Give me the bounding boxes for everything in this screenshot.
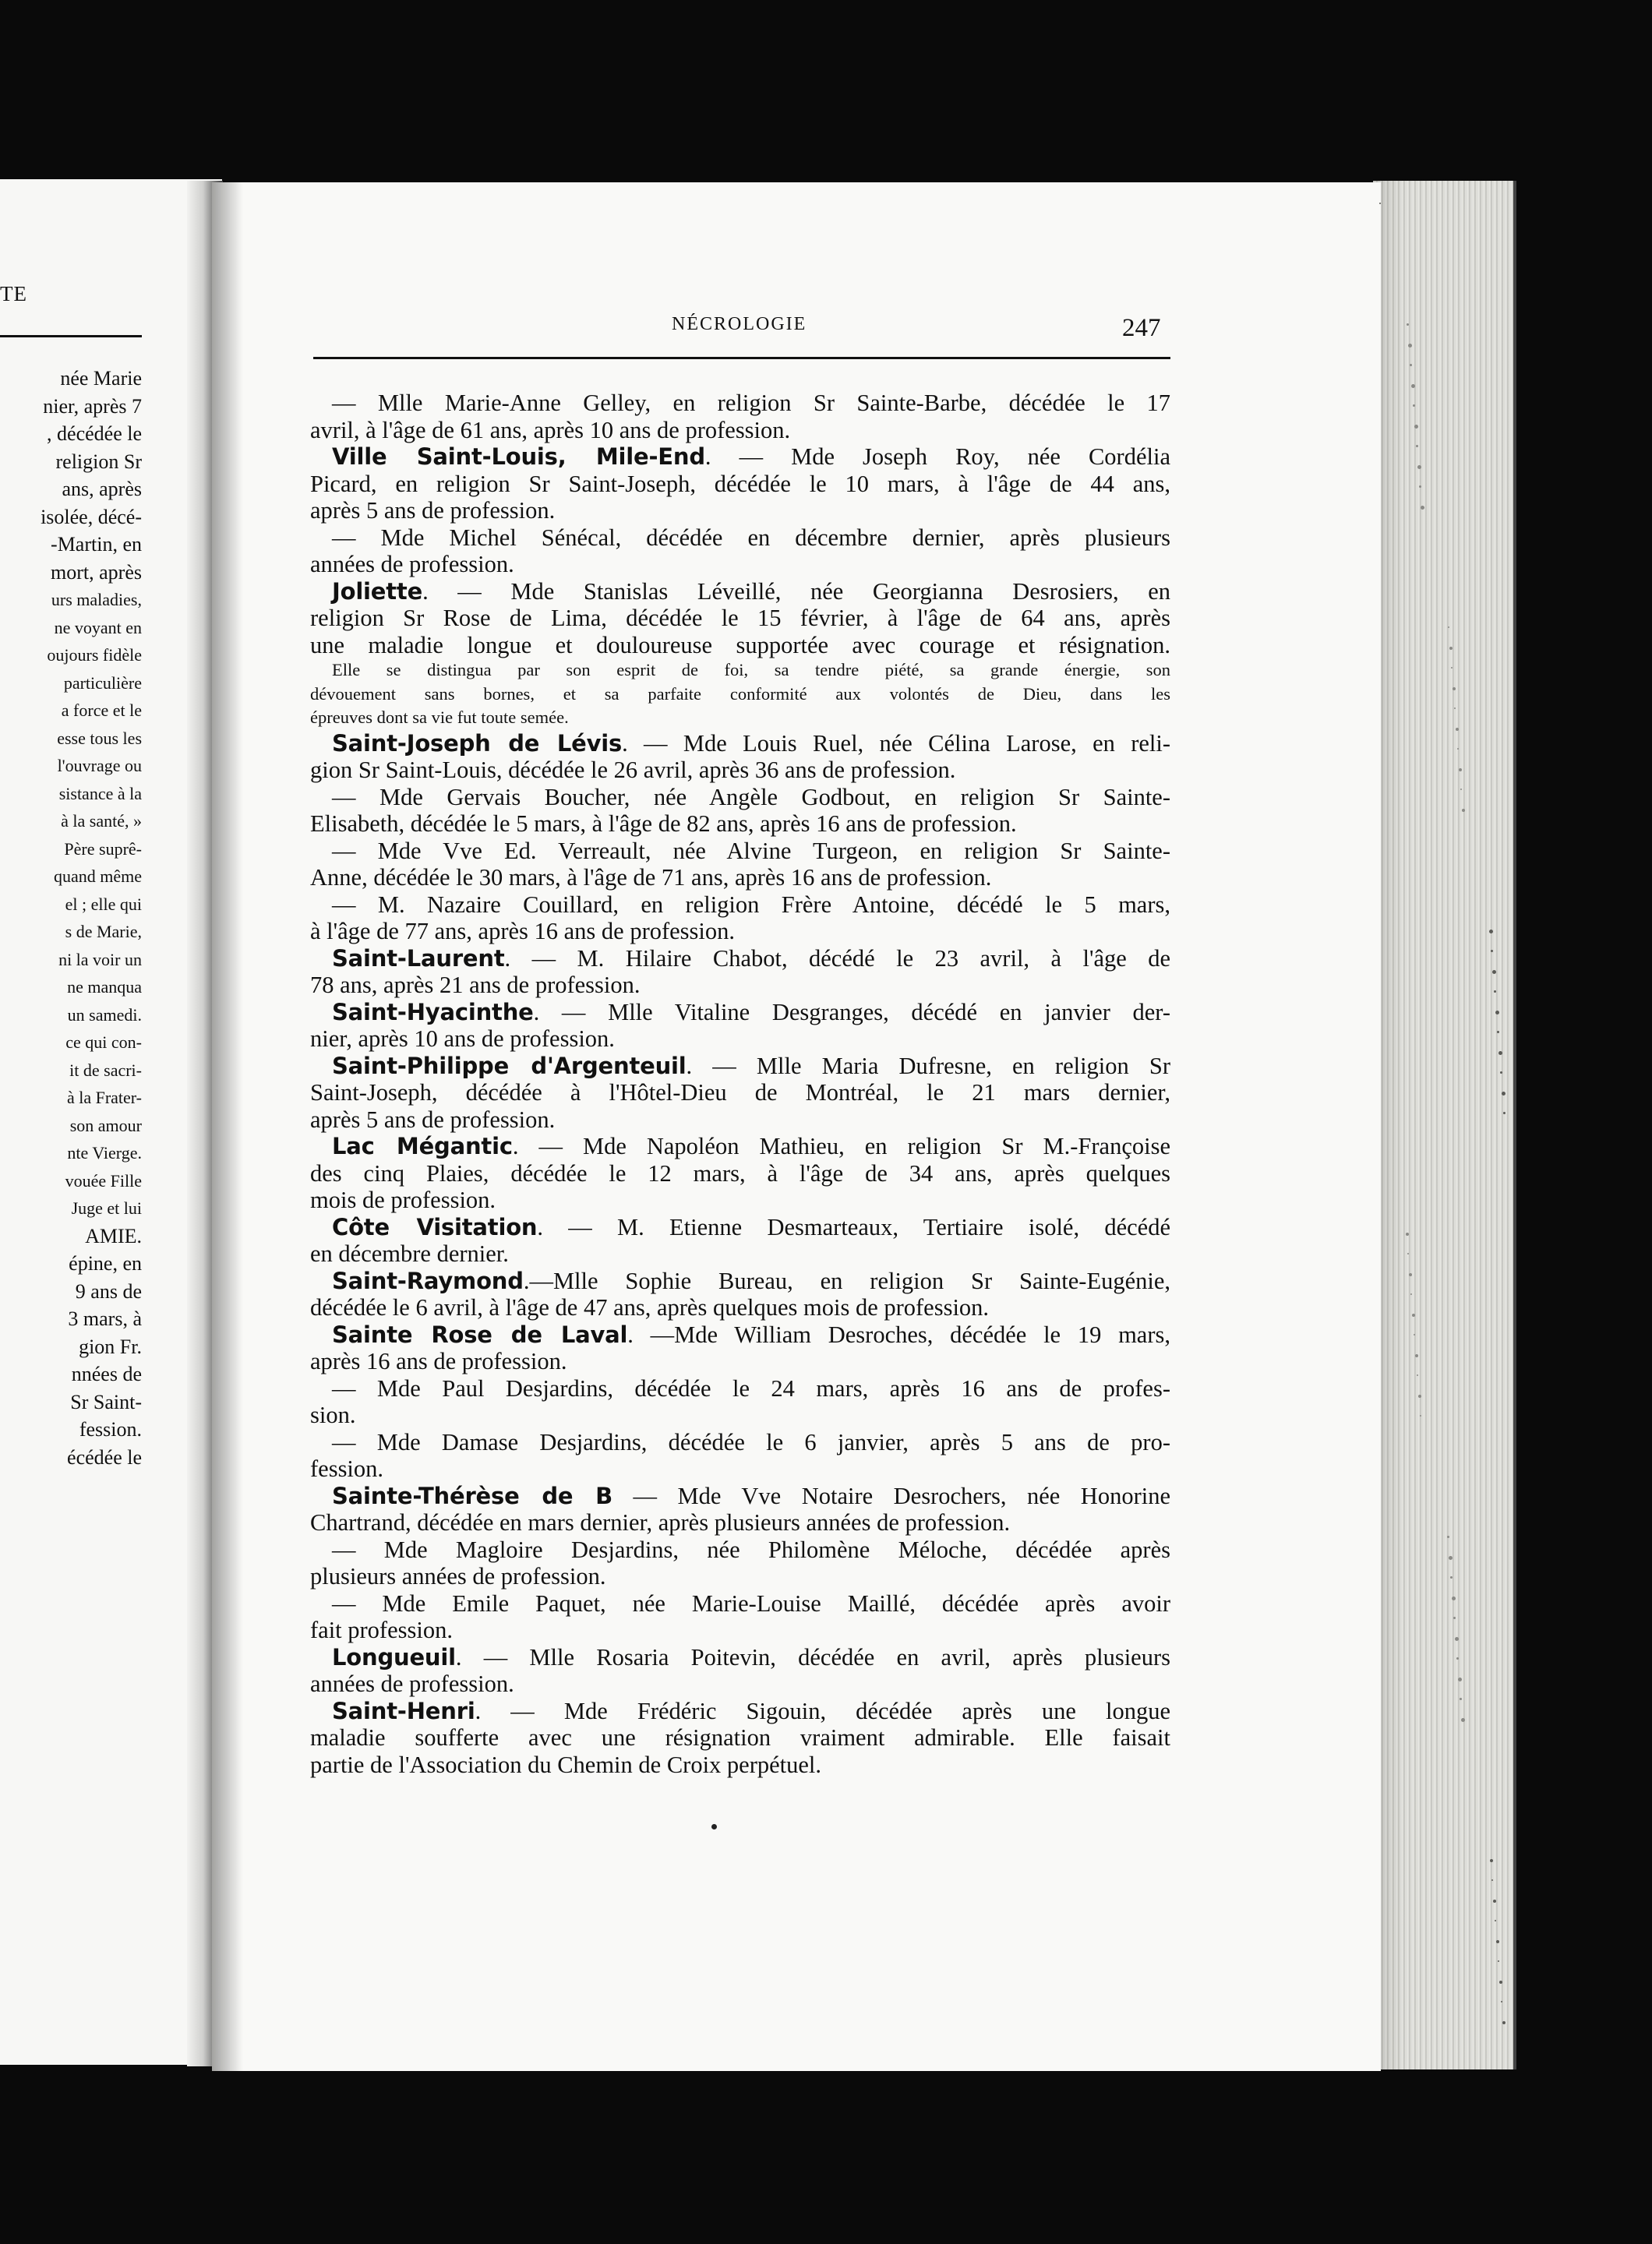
entry-text: — Mde Magloire Desjardins, née Philomène Méloche, décédée après [332, 1536, 1170, 1563]
scan-speck [1492, 970, 1496, 974]
facing-page-line: , décédée le [47, 422, 142, 445]
entry-text: maladie soufferte avec une résignation vraiment admirable. Elle faisait [310, 1724, 1170, 1751]
entry-text: . — Mde Frédéric Sigouin, décédée après une longue [475, 1697, 1170, 1724]
scan-speck [1418, 1395, 1421, 1398]
scan-speck [1491, 950, 1493, 952]
entry-text: — Mde Vve Notaire Desrochers, née Honorine [612, 1482, 1170, 1509]
scan-speck [1498, 1960, 1499, 1962]
facing-page-line: l'ouvrage ou [57, 756, 142, 775]
entry-note-line: dévouement sans bornes, et sa parfaite conformité aux volontés de Dieu, dans les [310, 683, 1170, 704]
facing-page-line: mort, après [51, 560, 142, 584]
entry-line [310, 1348, 1170, 1375]
entry-first-line [310, 1590, 1170, 1618]
place-name: Saint-Philippe d'Argenteuil [332, 1052, 687, 1079]
facing-page-line: oujours fidèle [47, 645, 142, 665]
scan-speck [1501, 2001, 1502, 2002]
scan-speck [1413, 404, 1415, 407]
page-number: 247 [1122, 314, 1161, 342]
entry-text: Saint-Joseph, décédée à l'Hôtel-Dieu de Montréal, le 21 mars dernier, [310, 1079, 1170, 1106]
facing-page-line: à la Frater- [66, 1088, 142, 1107]
entry-text: sion. [310, 1402, 356, 1428]
necrology-body [310, 390, 1170, 1778]
entry-line [310, 1455, 1170, 1483]
scan-speck [1499, 1981, 1502, 1984]
entry-line [310, 1402, 1170, 1429]
entry-text: Chartrand, décédée en mars dernier, après plusieurs années de profession. [310, 1509, 1011, 1536]
entry-line [310, 810, 1170, 838]
facing-page-line: ce qui con- [65, 1032, 142, 1052]
entry-line [310, 1563, 1170, 1590]
facing-page-line: Sr Saint- [70, 1390, 142, 1413]
entry-line [310, 1160, 1170, 1187]
scan-speck [1420, 1415, 1421, 1417]
scan-speck [1456, 728, 1459, 731]
facing-page-line: ni la voir un [58, 949, 142, 969]
entry-first-line [310, 999, 1170, 1026]
entry-line [310, 1106, 1170, 1134]
scan-speck [1449, 1556, 1453, 1560]
entry-text: . —Mde William Desroches, décédée le 19 mars, [627, 1321, 1170, 1348]
scan-speck [1461, 1718, 1465, 1722]
facing-page-line: sistance à la [58, 783, 142, 803]
entry-text: . — Mlle Rosaria Poitevin, décédée en avril, après plusieurs [455, 1643, 1170, 1671]
entry-text: partie de l'Association du Chemin de Croix perpétuel. [310, 1751, 822, 1778]
entry-line [310, 497, 1170, 524]
entry-first-line [310, 1053, 1170, 1080]
entry-text: Anne, décédée le 30 mars, à l'âge de 71 ans, après 16 ans de profession. [310, 864, 992, 891]
scan-speck [1449, 647, 1453, 650]
facing-page-line: gion Fr. [79, 1335, 142, 1358]
scan-speck [1407, 323, 1409, 326]
entry-text: — Mde Damase Desjardins, décédée le 6 janvier, après 5 ans de pro- [332, 1428, 1170, 1455]
place-name: Saint-Laurent [332, 944, 505, 972]
entry-text: — Mde Paul Desjardins, décédée le 24 mars, après 16 ans de profes- [332, 1374, 1170, 1402]
entry-text: Elisabeth, décédée le 5 mars, à l'âge de 82 ans, après 16 ans de profession. [310, 810, 1017, 837]
entry-text: à l'âge de 77 ans, après 16 ans de profession. [310, 918, 736, 944]
entry-line [310, 471, 1170, 498]
entry-first-line [310, 390, 1170, 417]
entry-text: . — Mde Joseph Roy, née Cordélia [704, 443, 1170, 470]
entry-text: après 5 ans de profession. [310, 497, 556, 524]
entry-line [310, 1294, 1170, 1321]
entry-line [310, 1617, 1170, 1644]
entry-line [310, 1752, 1170, 1779]
facing-page-line: isolée, décé- [41, 505, 142, 528]
scan-speck [1414, 1334, 1415, 1335]
entry-first-line [310, 1644, 1170, 1671]
entry-line [310, 918, 1170, 945]
facing-page-line: vouée Fille [65, 1170, 142, 1191]
scan-speck [1495, 1011, 1499, 1014]
entry-first-line [310, 891, 1170, 919]
scan-speck [1447, 1536, 1449, 1538]
entry-line [310, 1079, 1170, 1106]
scan-speck [1498, 1051, 1502, 1055]
entry-text: — Mde Emile Paquet, née Marie-Louise Maillé, décédée après avoir [332, 1590, 1170, 1617]
entry-first-line [310, 1429, 1170, 1456]
entry-first-line [310, 1214, 1170, 1241]
scan-speck [1454, 707, 1456, 709]
scan-speck [1490, 1859, 1493, 1862]
facing-page-line: nte Vierge. [67, 1143, 142, 1163]
facing-page-line: épine, en [69, 1252, 142, 1275]
scan-speck [1493, 1900, 1496, 1903]
scan-speck [1417, 465, 1421, 469]
scan-speck [1460, 1698, 1462, 1700]
facing-page-line: écédée le [67, 1445, 142, 1469]
entry-text: . — M. Etienne Desmarteaux, Tertiaire isolé, décédé [537, 1213, 1170, 1240]
entry-note-line: épreuves dont sa vie fut toute semée. [310, 707, 569, 727]
entry-first-line [310, 578, 1170, 605]
scan-speck [1502, 1092, 1506, 1096]
facing-page-line: urs maladies, [51, 590, 142, 609]
scan-speck [1460, 789, 1462, 790]
scan-speck [1452, 1597, 1456, 1600]
entry-text: Picard, en religion Sr Saint-Joseph, décédée le 10 mars, à l'âge de 44 ans, [310, 470, 1170, 497]
entry-text: — Mde Vve Ed. Verreault, née Alvine Turgeon, en religion Sr Sainte- [332, 837, 1170, 864]
facing-page-line: Père suprê- [64, 838, 142, 859]
entry-line [310, 417, 1170, 444]
place-name: Saint-Henri [332, 1697, 475, 1724]
header-rule [313, 357, 1170, 359]
entry-text: .—Mlle Sophie Bureau, en religion Sr Sainte-Eugénie, [523, 1267, 1170, 1294]
scan-speck [1412, 1314, 1415, 1317]
entry-line [310, 1509, 1170, 1537]
entry-first-line [310, 1133, 1170, 1160]
scan-speck [1496, 1940, 1499, 1943]
entry-text: avril, à l'âge de 61 ans, après 10 ans de profession. [310, 416, 791, 443]
entry-text: nier, après 10 ans de profession. [310, 1025, 615, 1052]
place-name: Saint-Hyacinthe [332, 998, 534, 1025]
scan-speck [1453, 687, 1456, 690]
entry-first-line [310, 1698, 1170, 1725]
entry-first-line [310, 443, 1170, 471]
end-mark [711, 1824, 717, 1829]
scan-speck [1407, 1253, 1409, 1254]
entry-text: . — Mde Napoléon Mathieu, en religion Sr M.-Françoise [512, 1133, 1170, 1159]
scan-speck [1494, 990, 1496, 993]
scan-speck [1421, 506, 1424, 510]
entry-text: gion Sr Saint-Louis, décédée le 26 avril, après 36 ans de profession. [310, 757, 956, 783]
entry-line [310, 1671, 1170, 1698]
facing-page-line: it de sacri- [69, 1060, 142, 1080]
entry-line [310, 1187, 1170, 1214]
entry-first-line [310, 838, 1170, 865]
entry-text: années de profession. [310, 551, 514, 577]
entry-line [310, 1724, 1170, 1752]
facing-page-line: esse tous les [57, 728, 142, 748]
scan-speck [1489, 930, 1493, 933]
facing-page-line: ne voyant en [54, 617, 142, 637]
entry-text: — Mde Gervais Boucher, née Angèle Godbout, en religion Sr Sainte- [332, 783, 1170, 810]
place-name: Joliette [332, 577, 423, 605]
entry-text: religion Sr Rose de Lima, décédée le 15 février, à l'âge de 64 ans, après [310, 605, 1170, 631]
place-name: Saint-Raymond [332, 1267, 524, 1294]
facing-page-line: nier, après 7 [43, 394, 142, 418]
entry-text: fession. [310, 1455, 384, 1482]
entry-first-line [310, 524, 1170, 552]
scan-speck [1502, 2021, 1506, 2024]
entry-first-line [310, 945, 1170, 972]
entry-text: après 5 ans de profession. [310, 1106, 556, 1133]
entry-line [310, 605, 1170, 632]
entry-text: . — Mde Louis Ruel, née Célina Larose, en reli- [622, 729, 1170, 757]
entry-text: . — Mlle Vitaline Desgranges, décédé en janvier der- [533, 998, 1170, 1025]
scan-speck [1491, 1879, 1493, 1881]
entry-text: . — M. Hilaire Chabot, décédé le 23 avril, à l'âge de [504, 944, 1170, 972]
entry-text: après 16 ans de profession. [310, 1348, 567, 1374]
entry-first-line [310, 1268, 1170, 1295]
facing-page-line: à la santé, » [61, 811, 142, 831]
scan-speck [1462, 809, 1465, 812]
entry-line [310, 632, 1170, 659]
entry-line [310, 972, 1170, 999]
scan-speck [1457, 748, 1459, 750]
entry-text: une maladie longue et douloureuse supportée avec courage et résignation. [310, 631, 1170, 658]
scan-speck [1458, 1678, 1462, 1681]
facing-page-rule [0, 335, 142, 337]
facing-page-line: 3 mars, à [68, 1307, 142, 1330]
facing-page-line: religion Sr [55, 450, 142, 473]
scan-speck [1451, 667, 1453, 669]
entry-text: des cinq Plaies, décédée le 12 mars, à l'âge de 34 ans, après quelques [310, 1159, 1170, 1187]
scan-speck [1417, 1374, 1418, 1376]
scan-speck [1416, 445, 1418, 447]
facing-page-line: un samedi. [67, 1004, 142, 1025]
facing-page-line: s de Marie, [65, 922, 142, 941]
scan-speck [1450, 1576, 1453, 1579]
facing-page-text [0, 365, 142, 1471]
facing-page-line: particulière [63, 672, 142, 693]
facing-page-line: son amour [69, 1115, 142, 1135]
entry-text: plusieurs années de profession. [310, 1563, 606, 1590]
entry-first-line [310, 730, 1170, 757]
facing-page-line: quand même [53, 866, 142, 886]
place-name: Ville Saint-Louis, Mile-End [332, 443, 705, 470]
scan-speck [1503, 1112, 1506, 1114]
place-name: Longueuil [332, 1643, 456, 1671]
place-name: Lac Mégantic [332, 1133, 513, 1159]
place-name: Sainte-Thérèse de B [332, 1482, 613, 1509]
scan-speck [1410, 364, 1412, 366]
running-head: NÉCROLOGIE [672, 314, 807, 334]
entry-first-line [310, 784, 1170, 811]
facing-page-line: 9 ans de [75, 1279, 142, 1303]
scan-speck [1410, 1293, 1412, 1295]
place-name: Saint-Joseph de Lévis [332, 729, 623, 757]
entry-text: mois de profession. [310, 1187, 496, 1213]
scan-speck [1456, 1657, 1459, 1660]
facing-page-line: née Marie [60, 367, 142, 390]
facing-page-line: ne manqua [67, 977, 142, 997]
entry-first-line [310, 1321, 1170, 1349]
facing-page-line: a force et le [61, 700, 142, 720]
page-gutter-shadow [212, 182, 243, 2071]
entry-line [310, 1025, 1170, 1053]
scan-speck [1408, 344, 1412, 348]
entry-line [310, 551, 1170, 578]
entry-line [310, 757, 1170, 784]
entry-first-line [310, 1483, 1170, 1510]
scan-speck [1495, 1920, 1496, 1921]
scan-speck [1419, 485, 1421, 488]
scan-speck [1500, 1071, 1502, 1074]
scan-speck [1414, 425, 1418, 429]
entry-text: . — Mde Stanislas Léveillé, née Georgianna Desrosiers, en [422, 577, 1170, 605]
scan-speck [1409, 1273, 1412, 1276]
entry-first-line [310, 1375, 1170, 1402]
entry-text: fait profession. [310, 1617, 453, 1643]
place-name: Côte Visitation [332, 1213, 538, 1240]
facing-page-line: fession. [79, 1418, 142, 1441]
facing-page-line: ans, après [62, 478, 142, 500]
scan-speck [1411, 384, 1415, 388]
facing-page-line: Juge et lui [71, 1198, 142, 1218]
facing-page-line: AMIE. [85, 1224, 142, 1247]
facing-page-line: el ; elle qui [65, 894, 142, 914]
entry-text: décédée le 6 avril, à l'âge de 47 ans, après quelques mois de profession. [310, 1294, 990, 1321]
facing-page-header: TE [0, 282, 27, 305]
scan-speck [1379, 203, 1381, 204]
entry-text: années de profession. [310, 1671, 514, 1697]
entry-first-line [310, 1537, 1170, 1564]
entry-text: — M. Nazaire Couillard, en religion Frère Antoine, décédé le 5 mars, [332, 891, 1170, 918]
entry-line [310, 1240, 1170, 1268]
scan-speck [1406, 1233, 1409, 1236]
scan-speck [1497, 1031, 1499, 1033]
scan-speck [1455, 1637, 1459, 1641]
entry-text: — Mde Michel Sénécal, décédée en décembre dernier, après plusieurs [332, 524, 1170, 551]
scan-speck [1448, 626, 1449, 628]
scan-speck [1415, 1354, 1418, 1357]
entry-note-line: Elle se distingua par son esprit de foi, sa tendre piété, sa grande énergie, son [332, 660, 1170, 679]
scan-speck [1459, 768, 1462, 771]
entry-text: — Mlle Marie-Anne Gelley, en religion Sr Sainte-Barbe, décédée le 17 [332, 390, 1170, 416]
entry-text: en décembre dernier. [310, 1240, 509, 1267]
place-name: Sainte Rose de Laval [332, 1321, 628, 1348]
scan-speck [1453, 1617, 1456, 1619]
entry-text: . — Mlle Maria Dufresne, en religion Sr [686, 1052, 1170, 1079]
facing-page-line: -Martin, en [51, 533, 142, 556]
entry-line [310, 864, 1170, 891]
entry-text: 78 ans, après 21 ans de profession. [310, 972, 641, 998]
facing-page-line: nnées de [71, 1363, 142, 1385]
